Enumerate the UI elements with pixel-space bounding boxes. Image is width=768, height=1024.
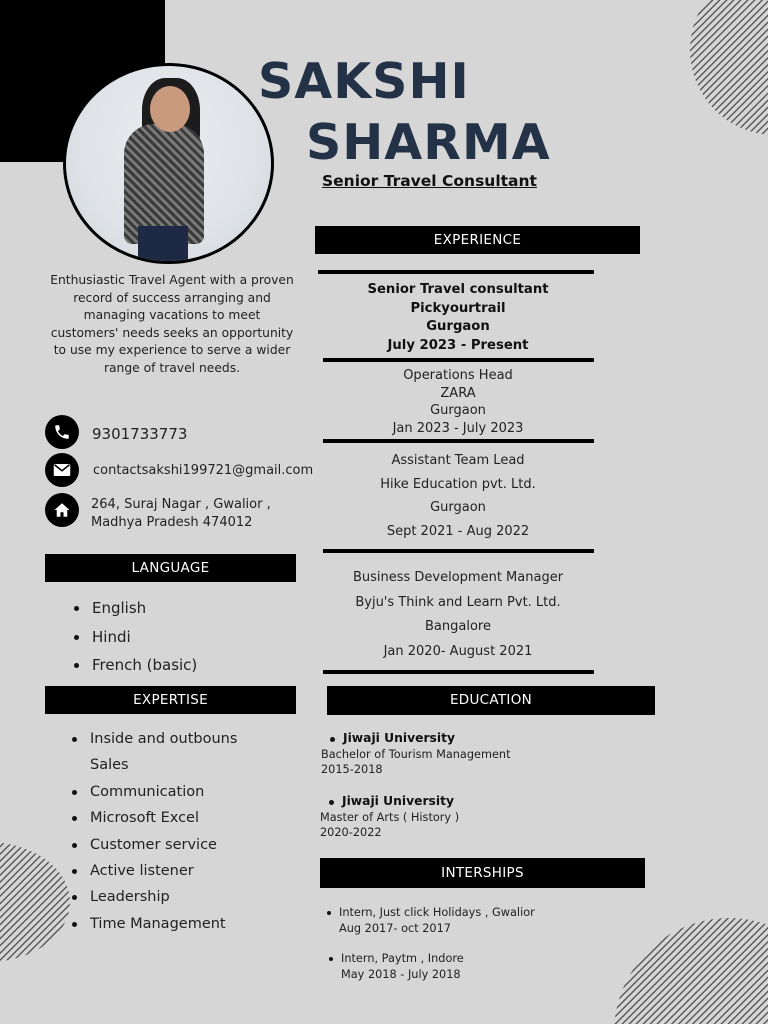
internship-entry xyxy=(327,951,464,983)
job-title: Senior Travel consultant xyxy=(367,282,549,297)
list-item: French (basic) xyxy=(72,651,197,680)
education-heading: EDUCATION xyxy=(327,686,655,715)
divider xyxy=(323,670,594,674)
list-item: Leadership xyxy=(70,884,237,910)
job-role: Senior Travel Consultant xyxy=(322,172,537,190)
job-company: ZARA xyxy=(440,385,476,401)
list-item: Sales xyxy=(90,757,129,774)
expertise-list xyxy=(70,726,237,937)
list-item: Time Management xyxy=(70,911,237,937)
internships-heading: INTERSHIPS xyxy=(320,858,645,888)
divider xyxy=(323,549,594,553)
job-company: Pickyourtrail xyxy=(410,300,506,316)
mail-icon xyxy=(45,453,79,487)
experience-entry xyxy=(320,281,596,355)
language-heading: LANGUAGE xyxy=(45,554,296,582)
hatched-circle-decoration xyxy=(690,0,768,135)
job-title: Business Development Manager xyxy=(352,570,564,585)
expertise-heading: EXPERTISE xyxy=(45,686,296,714)
job-dates: July 2023 - Present xyxy=(387,337,529,353)
study-years: 2020-2022 xyxy=(320,826,382,839)
job-location: Gurgaon xyxy=(430,500,486,515)
phone-number: 9301733773 xyxy=(92,425,188,443)
internship-dates: Aug 2017- oct 2017 xyxy=(339,922,451,935)
hatched-circle-decoration xyxy=(614,918,768,1024)
divider xyxy=(323,439,594,443)
education-entry xyxy=(321,731,511,778)
list-item: Inside and outbouns xyxy=(70,726,237,752)
list-item: English xyxy=(72,594,197,623)
list-item: Hindi xyxy=(72,623,197,652)
last-name: SHARMA xyxy=(306,114,551,171)
job-company: Hike Education pvt. Ltd. xyxy=(380,476,536,492)
address-line-2: Madhya Pradesh 474012 xyxy=(91,515,253,530)
job-location: Gurgaon xyxy=(426,319,490,334)
job-title: Assistant Team Lead xyxy=(391,453,525,468)
divider xyxy=(323,358,594,362)
first-name: SAKSHI xyxy=(258,53,470,110)
internship-title: Intern, Paytm , Indore xyxy=(327,951,464,967)
email-address: contactsakshi199721@gmail.com xyxy=(93,463,314,478)
school-name: Jiwaji University xyxy=(320,794,459,810)
hatched-circle-decoration xyxy=(0,842,70,962)
address xyxy=(91,496,271,532)
job-location: Bangalore xyxy=(425,619,491,634)
list-item: Active listener xyxy=(70,858,237,884)
job-dates: Jan 2023 - July 2023 xyxy=(392,420,524,436)
experience-entry xyxy=(320,566,596,664)
home-icon xyxy=(45,493,79,527)
internship-title: Intern, Just click Holidays , Gwalior xyxy=(325,905,535,921)
job-dates: Sept 2021 - Aug 2022 xyxy=(386,523,530,539)
phone-icon xyxy=(45,415,79,449)
list-item: Communication xyxy=(70,779,237,805)
profile-photo xyxy=(66,66,271,261)
job-location: Gurgaon xyxy=(430,403,486,418)
language-list xyxy=(72,594,197,680)
address-line-1: 264, Suraj Nagar , Gwalior , xyxy=(91,497,271,512)
experience-entry xyxy=(320,449,596,543)
summary-text: Enthusiastic Travel Agent with a proven record of success arranging and managing vacations to meet customers' needs seeks an opportunity to use my experience to serve a wider range of travel needs. xyxy=(50,273,294,375)
profile-photo-frame xyxy=(63,63,274,264)
experience-entry xyxy=(320,367,596,437)
job-company: Byju's Think and Learn Pvt. Ltd. xyxy=(355,594,561,610)
divider xyxy=(318,270,594,274)
experience-heading: EXPERIENCE xyxy=(315,226,640,254)
school-name: Jiwaji University xyxy=(321,731,511,747)
degree: Master of Arts ( History ) xyxy=(320,810,460,824)
study-years: 2015-2018 xyxy=(321,763,383,776)
internship-dates: May 2018 - July 2018 xyxy=(341,968,461,981)
internship-entry xyxy=(325,905,535,937)
list-item: Customer service xyxy=(70,832,237,858)
education-entry xyxy=(320,794,459,841)
degree: Bachelor of Tourism Management xyxy=(321,747,511,761)
job-title: Operations Head xyxy=(403,368,513,383)
job-dates: Jan 2020- August 2021 xyxy=(383,643,533,659)
list-item: Microsoft Excel xyxy=(70,805,237,831)
